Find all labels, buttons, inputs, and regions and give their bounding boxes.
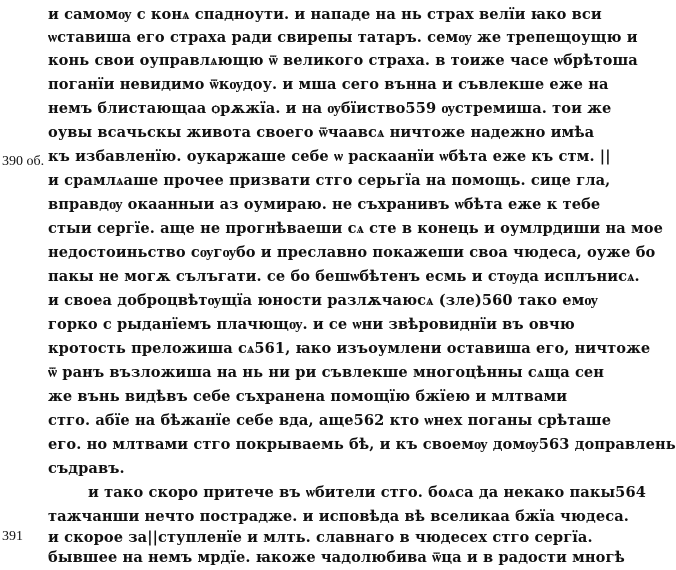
text-line: и срамлѧаше прочее призвати стго серьгїа на помощь. сице гла, bbox=[48, 172, 611, 189]
text-line: бывшее на немъ мрдїе. ꙗкоже чадолюбива ѿца и в радости многѣ bbox=[48, 549, 625, 566]
text-line: оувы всачьскы живота своего ѿчаавсѧ ничтоже надежно имѣа bbox=[48, 124, 595, 141]
text-line: пакы не могѫ сълъгати. се бо бешѡбѣтенъ есмь и стѹда исплънисѧ. bbox=[48, 268, 640, 285]
text-line: и своеа доброцвѣтѹщїа юности разлѫчаюсѧ (зле)560 тако емѹ bbox=[48, 292, 598, 309]
folio-note-390-ob: 390 об. bbox=[2, 154, 45, 169]
text-line: ѿ ранъ възложиша на нь ни ри съвлекше многоцѣнны сѧща сен bbox=[48, 364, 605, 381]
text-line: ѡставиша его страха ради свирепы татаръ. семѹ же трепещоущю и bbox=[48, 29, 638, 46]
text-line: тажчанши нечто пострадже. и исповѣда вѣ вселикаа бжїа чюдеса. bbox=[48, 508, 629, 525]
text-line: поганїи невидимо ѿкѹдоу. и мша сего вънна и съвлекше еже на bbox=[48, 76, 609, 93]
folio-note-391: 391 bbox=[2, 529, 23, 544]
text-line: и самомѹ с конѧ спадноути. и нападе на нь страх велїи ꙗко вси bbox=[48, 6, 602, 23]
text-line: кротость преложиша сѧ561, ꙗко изъоумлени оставиша его, ничтоже bbox=[48, 340, 651, 357]
text-line: стыи сергїе. аще не прогнѣваеши сѧ сте в конець и оумлрдиши на мое bbox=[48, 220, 663, 237]
text-line: стго. абїе на бѣжанїе себе вда, аще562 кто ѡнех поганы срѣташе bbox=[48, 412, 612, 429]
text-line: горко с рыданїемъ плачющѹ. и се ѡни звѣровиднїи въ овчю bbox=[48, 316, 575, 333]
text-line: же вънь видѣвъ себе съхранена помощїю бжїею и млтвами bbox=[48, 388, 568, 405]
text-line: немъ блистающаа ѻрѫжїа. и на ѹбїиство559 ѹстремиша. тои же bbox=[48, 100, 612, 117]
text-line: съдравъ. bbox=[48, 460, 125, 477]
text-line: къ избавленїю. оукаржаше себе ѡ раскаанїи ѡбѣта еже къ стм. || bbox=[48, 148, 611, 165]
text-line: и тако скоро притече въ ѡбители стго. боѧса да некако пакы564 bbox=[88, 484, 646, 501]
text-line: и скорое за||ступленїе и млть. славнаго в чюдесех стго сергїа. bbox=[48, 529, 593, 546]
text-line: вправдѹ окаанныи аз оумираю. не съхранивъ ѡбѣта еже к тебе bbox=[48, 196, 601, 213]
text-line: конь свои оуправлѧющю ѿ великого страха. в тоиже часе ѡбрѣтоша bbox=[48, 52, 638, 69]
text-line: его. но млтвами стго покрываемь бѣ, и къ своемѹ домѹ563 доправлень bbox=[48, 436, 676, 453]
text-line: недостоиньство сѹгѹбо и преславно покажеши своа чюдеса, оуже бо bbox=[48, 244, 656, 261]
